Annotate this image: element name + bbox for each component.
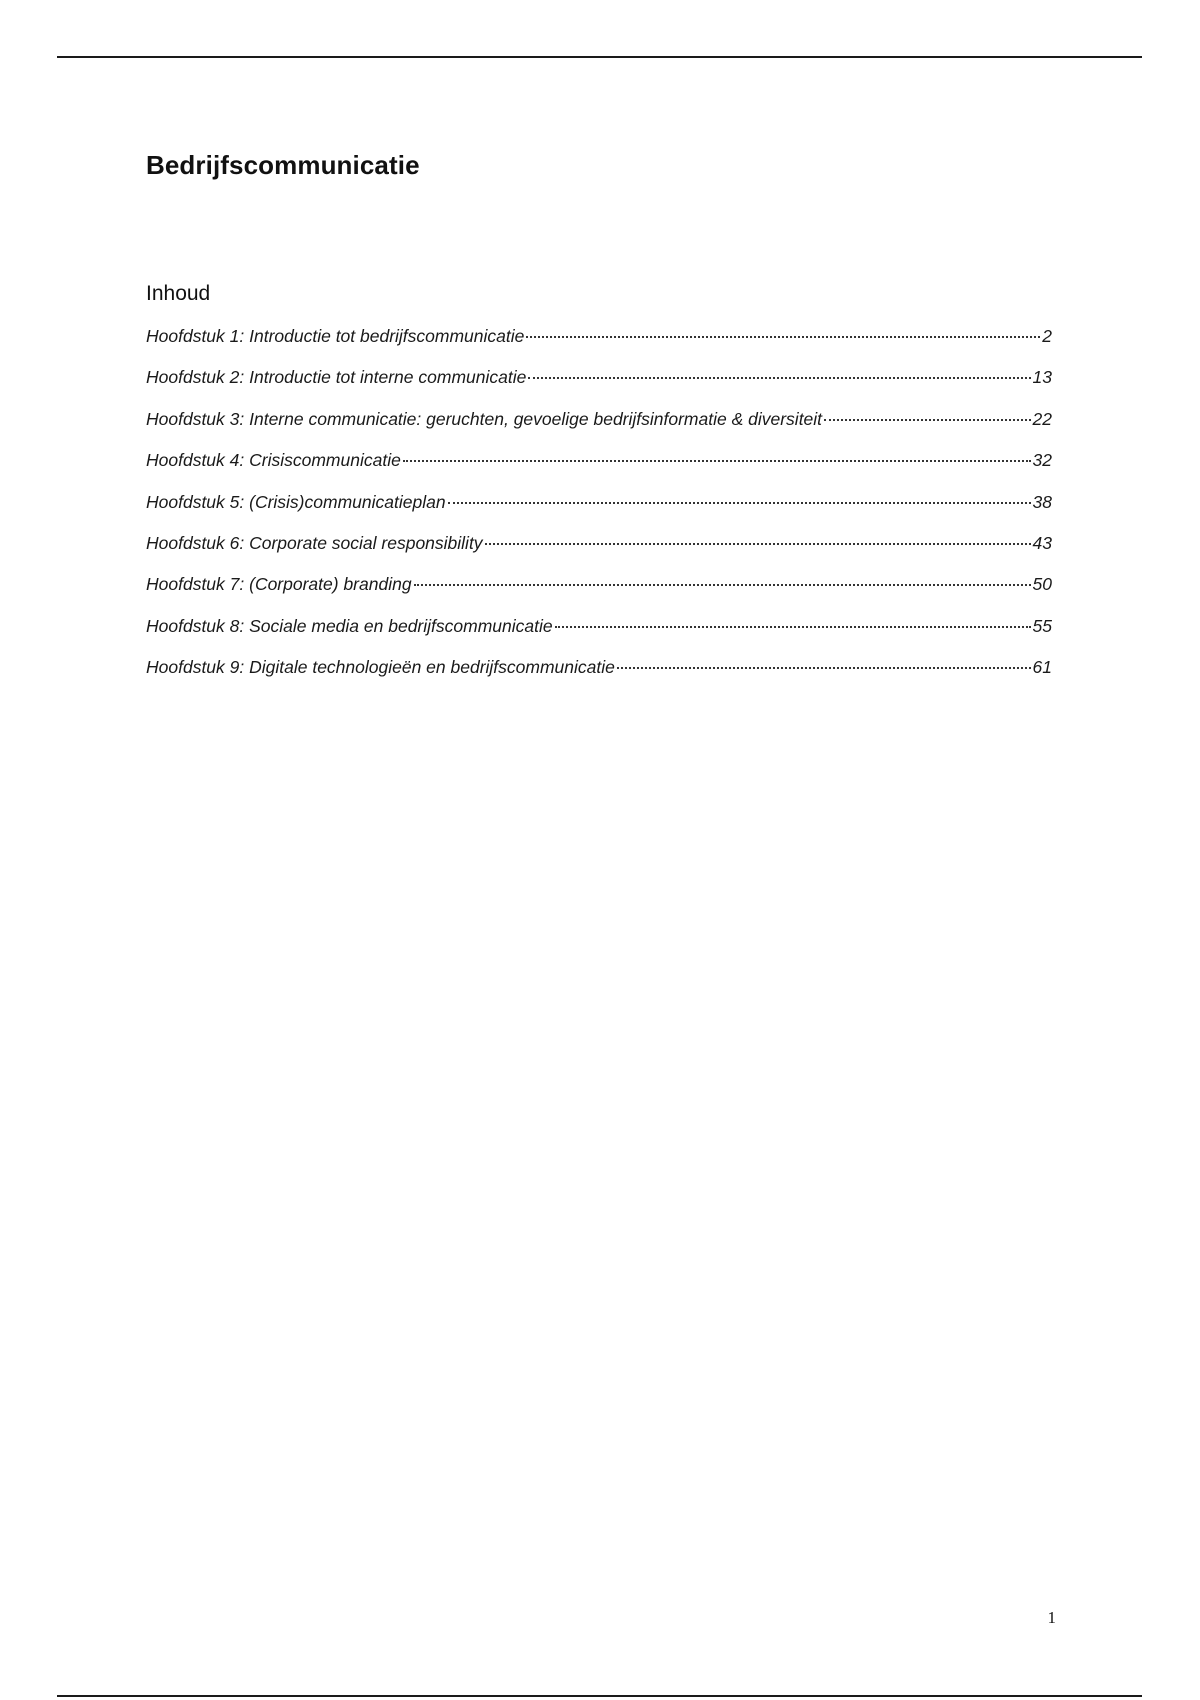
toc-entry-page: 32 [1032, 450, 1052, 471]
toc-entry-title: Hoofdstuk 5: (Crisis)communicatieplan [146, 491, 446, 512]
toc-heading: Inhoud [146, 282, 211, 305]
page-number: 1 [1047, 1608, 1056, 1627]
toc-entry-title: Hoofdstuk 8: Sociale media en bedrijfscommunicatie [146, 615, 553, 636]
table-of-contents [146, 326, 1052, 699]
toc-dot-leader [448, 502, 1031, 504]
toc-dot-leader [485, 543, 1031, 545]
toc-entry-5[interactable] [146, 492, 1052, 533]
toc-dot-leader [824, 419, 1030, 421]
toc-entry-8[interactable] [146, 616, 1052, 657]
toc-entry-title: Hoofdstuk 9: Digitale technologieën en bedrijfscommunicatie [146, 657, 615, 678]
toc-entry-page: 50 [1032, 574, 1052, 595]
toc-entry-page: 22 [1032, 408, 1052, 429]
toc-entry-7[interactable] [146, 574, 1052, 615]
toc-entry-1[interactable] [146, 326, 1052, 367]
toc-dot-leader [526, 336, 1040, 338]
toc-entry-2[interactable] [146, 367, 1052, 408]
toc-entry-page: 38 [1032, 491, 1052, 512]
toc-entry-page: 55 [1032, 615, 1052, 636]
footer-rule [57, 1695, 1142, 1697]
toc-entry-title: Hoofdstuk 1: Introductie tot bedrijfscommunicatie [146, 326, 525, 346]
toc-entry-title: Hoofdstuk 6: Corporate social responsibility [146, 532, 483, 553]
document-title: Bedrijfscommunicatie [146, 150, 420, 180]
toc-entry-title: Hoofdstuk 2: Introductie tot interne communicatie [146, 367, 527, 388]
toc-entry-title: Hoofdstuk 4: Crisiscommunicatie [146, 450, 401, 471]
toc-entry-page: 43 [1032, 532, 1052, 553]
toc-entry-6[interactable] [146, 533, 1052, 574]
toc-entry-page: 2 [1042, 326, 1052, 346]
header-rule [57, 56, 1142, 58]
toc-entry-page: 13 [1032, 367, 1052, 388]
toc-dot-leader [403, 460, 1031, 462]
toc-entry-4[interactable] [146, 450, 1052, 491]
toc-entry-title: Hoofdstuk 7: (Corporate) branding [146, 574, 412, 595]
toc-dot-leader [528, 377, 1030, 379]
toc-entry-3[interactable] [146, 409, 1052, 450]
toc-dot-leader [617, 667, 1031, 669]
toc-dot-leader [414, 584, 1031, 586]
toc-dot-leader [555, 626, 1031, 628]
toc-entry-9[interactable] [146, 657, 1052, 698]
toc-entry-page: 61 [1032, 657, 1052, 678]
toc-entry-title: Hoofdstuk 3: Interne communicatie: geruchten, gevoelige bedrijfsinformatie & diversiteit [146, 408, 823, 429]
